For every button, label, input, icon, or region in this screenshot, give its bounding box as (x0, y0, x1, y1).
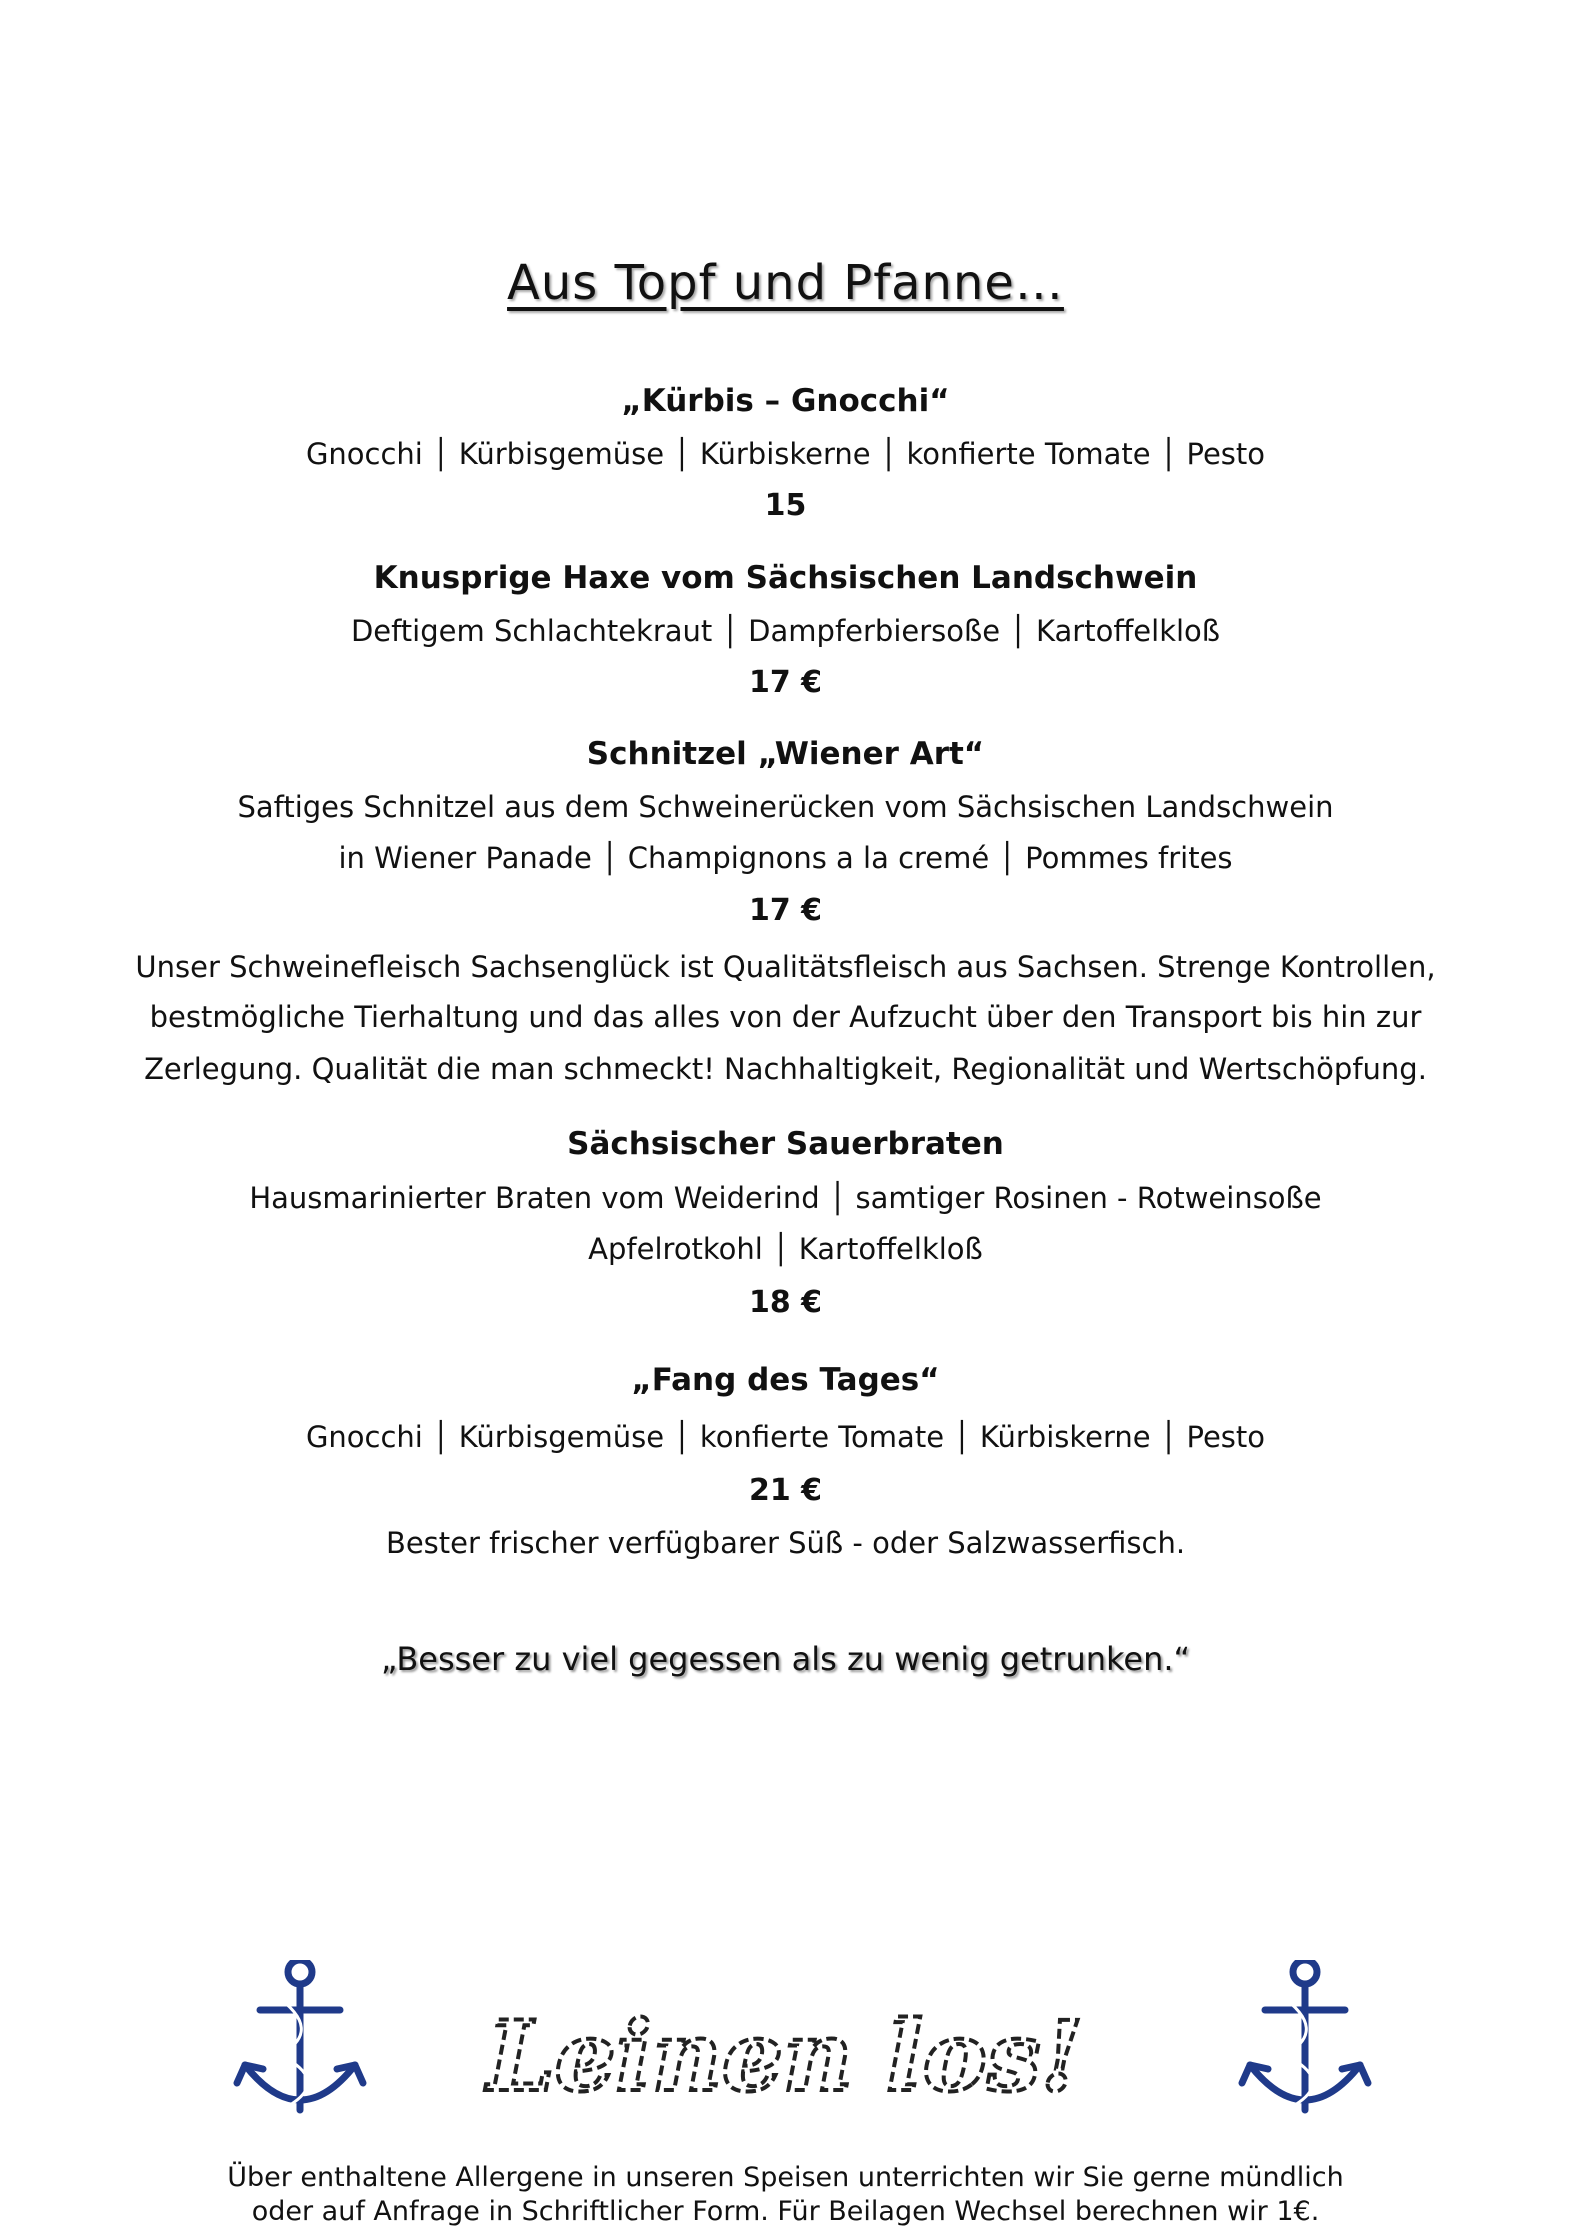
dish-price: 18 € (748, 1285, 823, 1320)
dish-name: Sächsischer Sauerbraten (567, 1126, 1004, 1162)
dish-note: bestmögliche Tierhaltung und das alles von der Aufzucht über den Transport bis hin zur (149, 1000, 1422, 1034)
dish-name: Schnitzel „Wiener Art“ (586, 736, 985, 772)
dish-name: „Fang des Tages“ (631, 1362, 940, 1398)
allergen-note: Über enthaltene Allergene in unseren Speisen unterrichten wir Sie gerne mündlich (227, 2162, 1344, 2193)
dish-price: 17 € (748, 665, 823, 700)
dish-note: Bester frischer verfügbarer Süß - oder Salzwasserfisch. (385, 1526, 1186, 1560)
dish-price: 21 € (748, 1473, 823, 1508)
dish-description: Hausmarinierter Braten vom Weiderind │ samtiger Rosinen - Rotweinsoße (249, 1181, 1322, 1215)
dish-description: Deftigem Schlachtekraut │ Dampferbiersoße │ Kartoffelkloß (350, 614, 1221, 648)
dish-description: Gnocchi │ Kürbisgemüse │ konfierte Tomate │ Kürbiskerne │ Pesto (305, 1420, 1266, 1454)
dish-price: 15 (764, 488, 807, 523)
dish-price: 17 € (748, 893, 823, 928)
dish-description: Saftiges Schnitzel aus dem Schweinerücken vom Sächsischen Landschwein (237, 790, 1334, 824)
dish-note: Unser Schweinefleisch Sachsenglück ist Qualitätsfleisch aus Sachsen. Strenge Kontrollen, (135, 950, 1436, 984)
anchor-icon (237, 1960, 363, 2110)
dish-name: „Kürbis – Gnocchi“ (621, 383, 950, 419)
dish-description: Gnocchi │ Kürbisgemüse │ Kürbiskerne │ konfierte Tomate │ Pesto (305, 437, 1266, 471)
dish-note: Zerlegung. Qualität die man schmeckt! Nachhaltigkeit, Regionalität und Wertschöpfung. (144, 1052, 1427, 1086)
logo-text: Leinen los! (487, 2000, 1083, 2113)
motto: „Besser zu viel gegessen als zu wenig getrunken.“ (380, 1640, 1191, 1678)
dish-name: Knusprige Haxe vom Sächsischen Landschwein (373, 560, 1198, 596)
leinen-los-logo (0, 1960, 1571, 2140)
allergen-note: oder auf Anfrage in Schriftlicher Form. Für Beilagen Wechsel berechnen wir 1€. (251, 2196, 1320, 2227)
anchor-icon (1242, 1960, 1368, 2110)
dish-description: in Wiener Panade │ Champignons a la cremé │ Pommes frites (338, 841, 1233, 875)
page-title: Aus Topf und Pfanne… (507, 255, 1064, 311)
dish-description: Apfelrotkohl │ Kartoffelkloß (588, 1232, 983, 1266)
